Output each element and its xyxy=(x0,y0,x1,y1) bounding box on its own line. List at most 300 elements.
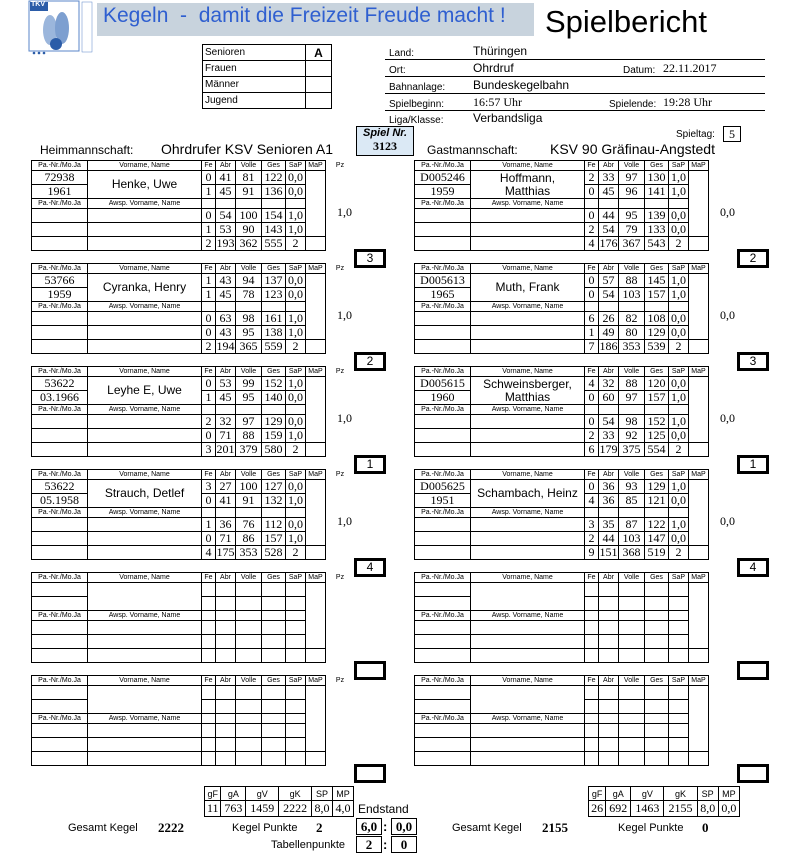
ges-cell: 554 xyxy=(645,443,669,457)
volle-cell xyxy=(236,700,262,714)
fe-col-header: Fe xyxy=(585,676,599,686)
category-label: Frauen xyxy=(203,61,306,77)
ges-cell: 154 xyxy=(262,209,286,223)
player-map: 0,0 xyxy=(720,205,735,219)
name-col-header: Vorname, Name xyxy=(471,367,585,377)
map-cell xyxy=(689,274,709,288)
home-total-value: 4,0 xyxy=(332,801,353,817)
pass-col-header: Pa.-Nr./Mo.Ja xyxy=(415,470,471,480)
empty-cell xyxy=(88,429,202,443)
ges-cell: 152 xyxy=(262,377,286,391)
home-team-name: Ohrdrufer KSV Senioren A1 xyxy=(161,141,333,157)
player-block xyxy=(414,366,738,457)
fe-cell: 1 xyxy=(202,185,216,199)
player-block xyxy=(414,469,738,560)
sap-cell: 0,0 xyxy=(286,274,306,288)
player-name: Cyranka, Henry xyxy=(88,274,202,302)
volle-cell xyxy=(619,635,645,649)
sap-cell xyxy=(669,635,689,649)
beginn-value: 16:57 Uhr xyxy=(473,95,522,109)
ges-cell: 145 xyxy=(645,274,669,288)
volle-cell: 87 xyxy=(619,518,645,532)
player-pass-nr: 72938 xyxy=(32,171,88,185)
empty-cell xyxy=(645,714,669,724)
sap-cell: 1,0 xyxy=(286,209,306,223)
name-col-header: Vorname, Name xyxy=(88,161,202,171)
ges-col-header: Ges xyxy=(262,367,286,377)
spacer xyxy=(709,752,738,766)
empty-cell xyxy=(236,508,262,518)
sap-cell: 0,0 xyxy=(669,223,689,237)
pass-col-header: Pa.-Nr./Mo.Ja xyxy=(415,676,471,686)
name-col-header: Vorname, Name xyxy=(88,573,202,583)
empty-cell xyxy=(236,611,262,621)
volle-cell xyxy=(236,635,262,649)
pz-col-header xyxy=(709,573,738,583)
abr-cell xyxy=(216,583,236,597)
ges-cell: 120 xyxy=(645,377,669,391)
abr-cell: 201 xyxy=(216,442,235,456)
fe-cell xyxy=(585,724,599,738)
ges-col-header: Ges xyxy=(645,676,669,686)
sap-cell: 1,0 xyxy=(286,223,306,237)
awsp-col-header: Awsp. Vorname, Name xyxy=(471,199,585,209)
pass-col-header: Pa.-Nr./Mo.Ja xyxy=(415,302,471,312)
map-cell xyxy=(306,686,326,700)
map-cell xyxy=(306,391,326,405)
spacer xyxy=(709,724,738,738)
map-cell xyxy=(689,494,709,508)
empty-cell xyxy=(645,611,669,621)
abr-cell: 33 xyxy=(599,429,619,443)
fe-cell xyxy=(202,686,216,700)
player-year xyxy=(415,597,471,611)
pass-col-header: Pa.-Nr./Mo.Ja xyxy=(32,367,88,377)
empty-cell xyxy=(471,415,585,429)
volle-cell: 90 xyxy=(236,223,262,237)
player-pass-nr: D005246 xyxy=(415,171,471,185)
ges-cell: 539 xyxy=(645,340,669,354)
map-cell xyxy=(689,738,709,752)
empty-cell xyxy=(88,752,202,766)
slogan-banner: Kegeln - damit die Freizeit Freude macht ! xyxy=(97,3,534,36)
player-block xyxy=(31,366,355,457)
empty-cell xyxy=(262,199,286,209)
abr-cell xyxy=(599,583,619,597)
tabellen-label: Tabellenpunkte xyxy=(271,839,346,851)
player-points-box: 2 xyxy=(354,352,386,371)
fe-cell xyxy=(585,686,599,700)
player-name: Muth, Frank xyxy=(471,274,585,302)
map-cell xyxy=(689,377,709,391)
spacer xyxy=(709,185,738,199)
home-total-value: 2222 xyxy=(279,801,312,817)
home-kegel-punkte: 2 xyxy=(316,820,323,835)
spacer xyxy=(326,429,355,443)
guest-total-value: 2155 xyxy=(664,801,697,817)
ges-col-header: Ges xyxy=(262,573,286,583)
empty-cell xyxy=(669,714,689,724)
empty-cell xyxy=(286,302,306,312)
spieltag-label: Spieltag: xyxy=(676,129,715,140)
empty-cell xyxy=(585,714,599,724)
empty-cell xyxy=(88,738,202,752)
volle-cell: 103 xyxy=(619,532,645,546)
volle-cell xyxy=(236,621,262,635)
category-label: Männer xyxy=(203,77,306,93)
fe-cell: 9 xyxy=(585,546,599,560)
empty-cell xyxy=(286,714,306,724)
fe-cell xyxy=(202,752,216,766)
map-cell xyxy=(689,405,709,415)
sap-cell: 0,0 xyxy=(286,415,306,429)
spacer xyxy=(709,377,738,391)
empty-cell xyxy=(471,649,585,663)
spacer xyxy=(326,700,355,714)
awsp-col-header: Awsp. Vorname, Name xyxy=(88,714,202,724)
empty-cell xyxy=(599,508,619,518)
spacer xyxy=(326,686,355,700)
match-info xyxy=(385,43,765,127)
map-cell xyxy=(306,700,326,714)
volle-cell: 76 xyxy=(236,518,262,532)
abr-cell: 36 xyxy=(599,494,619,508)
sap-cell: 0,0 xyxy=(669,326,689,340)
player-name xyxy=(471,583,585,611)
sap-cell: 1,0 xyxy=(669,391,689,405)
empty-cell xyxy=(471,621,585,635)
fe-cell: 3 xyxy=(202,480,216,494)
map-cell xyxy=(689,714,709,724)
player-block xyxy=(414,160,738,251)
bahn-label: Bahnanlage: xyxy=(389,82,446,93)
abr-cell: 176 xyxy=(599,236,618,250)
fe-cell xyxy=(585,738,599,752)
volle-cell: 95 xyxy=(236,391,262,405)
volle-col-header: Volle xyxy=(619,367,645,377)
category-mark: A xyxy=(306,45,332,61)
ges-cell xyxy=(262,738,286,752)
spacer xyxy=(326,611,355,621)
sap-cell xyxy=(286,583,306,597)
fe-cell xyxy=(202,700,216,714)
ges-cell xyxy=(262,635,286,649)
fe-cell xyxy=(202,635,216,649)
fe-cell: 0 xyxy=(585,415,599,429)
abr-cell: 175 xyxy=(216,545,235,559)
volle-cell: 353 xyxy=(619,340,645,354)
empty-cell xyxy=(88,635,202,649)
spacer xyxy=(326,391,355,405)
fe-col-header: Fe xyxy=(202,573,216,583)
fe-cell xyxy=(202,597,216,611)
empty-cell xyxy=(669,611,689,621)
sap-cell xyxy=(286,621,306,635)
fe-cell xyxy=(585,752,599,766)
spacer xyxy=(326,494,355,508)
pass-col-header: Pa.-Nr./Mo.Ja xyxy=(32,470,88,480)
pass-col-header: Pa.-Nr./Mo.Ja xyxy=(415,611,471,621)
spacer xyxy=(326,377,355,391)
empty-cell xyxy=(415,635,471,649)
volle-cell: 93 xyxy=(619,480,645,494)
empty-cell xyxy=(415,738,471,752)
map-cell xyxy=(306,494,326,508)
liga-value: Verbandsliga xyxy=(473,111,543,125)
abr-cell: 32 xyxy=(216,415,236,429)
empty-cell xyxy=(599,302,619,312)
player-points-box: 4 xyxy=(354,558,386,577)
fe-cell: 1 xyxy=(202,518,216,532)
player-pass-nr: D005625 xyxy=(415,480,471,494)
sap-cell: 1,0 xyxy=(286,532,306,546)
empty-cell xyxy=(471,738,585,752)
empty-cell xyxy=(262,714,286,724)
sap-cell: 0,0 xyxy=(286,518,306,532)
ort-value: Ohrdruf xyxy=(473,61,514,75)
sap-cell xyxy=(669,738,689,752)
ges-cell: 559 xyxy=(262,340,286,354)
name-col-header: Vorname, Name xyxy=(471,573,585,583)
volle-cell xyxy=(619,649,645,663)
abr-cell xyxy=(599,649,619,663)
player-pass-nr xyxy=(415,686,471,700)
ges-cell xyxy=(262,686,286,700)
ende-value: 19:28 Uhr xyxy=(663,95,712,109)
volle-col-header: Volle xyxy=(619,676,645,686)
empty-cell xyxy=(599,405,619,415)
empty-cell xyxy=(262,611,286,621)
abr-cell: 44 xyxy=(599,209,619,223)
empty-cell xyxy=(216,714,236,724)
sap-cell: 1,0 xyxy=(669,415,689,429)
fe-col-header: Fe xyxy=(585,161,599,171)
volle-col-header: Volle xyxy=(236,676,262,686)
player-year: 1961 xyxy=(32,185,88,199)
abr-col-header: Abr xyxy=(216,676,236,686)
map-cell xyxy=(306,480,326,494)
player-block xyxy=(31,263,355,354)
sap-cell xyxy=(286,724,306,738)
pass-col-header: Pa.-Nr./Mo.Ja xyxy=(415,508,471,518)
map-cell xyxy=(689,209,709,223)
fe-cell: 1 xyxy=(202,274,216,288)
empty-cell xyxy=(619,714,645,724)
spacer xyxy=(709,443,738,457)
ges-cell: 132 xyxy=(262,494,286,508)
volle-cell xyxy=(619,597,645,611)
abr-cell xyxy=(599,635,619,649)
spacer xyxy=(326,340,355,354)
sap-cell: 1,0 xyxy=(286,494,306,508)
empty-cell xyxy=(236,199,262,209)
empty-cell xyxy=(619,508,645,518)
spacer xyxy=(709,583,738,597)
abr-cell: 44 xyxy=(599,532,619,546)
abr-cell: 35 xyxy=(599,518,619,532)
spacer xyxy=(709,714,738,724)
empty-cell xyxy=(202,508,216,518)
map-cell xyxy=(689,597,709,611)
guest-team-name: KSV 90 Gräfinau-Angstedt xyxy=(550,141,715,157)
volle-col-header: Volle xyxy=(236,367,262,377)
map-cell xyxy=(689,546,709,560)
sap-cell: 0,0 xyxy=(286,171,306,185)
abr-cell: 43 xyxy=(216,274,236,288)
fe-col-header: Fe xyxy=(202,676,216,686)
empty-cell xyxy=(619,405,645,415)
empty-cell xyxy=(32,724,88,738)
map-cell xyxy=(306,171,326,185)
fe-cell: 2 xyxy=(202,237,216,251)
land-value: Thüringen xyxy=(473,44,528,58)
page-title: Spielbericht xyxy=(545,4,707,39)
map-cell xyxy=(306,583,326,597)
empty-cell xyxy=(202,405,216,415)
empty-cell xyxy=(286,405,306,415)
empty-cell xyxy=(669,199,689,209)
map-cell xyxy=(306,546,326,560)
player-year xyxy=(32,597,88,611)
ges-cell xyxy=(645,686,669,700)
empty-cell xyxy=(585,611,599,621)
spacer xyxy=(326,752,355,766)
abr-cell xyxy=(599,724,619,738)
total-header: gA xyxy=(221,787,246,801)
player-name: Leyhe E, Uwe xyxy=(88,377,202,405)
player-year: 1960 xyxy=(415,391,471,405)
fe-cell: 0 xyxy=(585,480,599,494)
datum-value: 22.11.2017 xyxy=(663,61,717,75)
empty-cell xyxy=(32,223,88,237)
ges-cell: 519 xyxy=(645,546,669,560)
fe-col-header: Fe xyxy=(585,367,599,377)
empty-cell xyxy=(669,302,689,312)
spacer xyxy=(709,326,738,340)
home-kp-label: Kegel Punkte xyxy=(232,822,298,834)
spacer xyxy=(326,532,355,546)
sap-col-header: SaP xyxy=(669,161,689,171)
name-col-header: Vorname, Name xyxy=(471,264,585,274)
abr-cell: 43 xyxy=(216,326,236,340)
sap-col-header: SaP xyxy=(286,573,306,583)
total-header: SP xyxy=(311,787,332,801)
map-col-header: MaP xyxy=(689,367,709,377)
fe-cell: 0 xyxy=(202,326,216,340)
empty-cell xyxy=(415,532,471,546)
map-col-header: MaP xyxy=(306,161,326,171)
pz-col-header: Pz xyxy=(335,368,345,375)
volle-cell xyxy=(619,621,645,635)
pass-col-header: Pa.-Nr./Mo.Ja xyxy=(32,611,88,621)
pz-col-header xyxy=(709,161,738,171)
abr-col-header: Abr xyxy=(599,161,619,171)
sap-cell xyxy=(286,738,306,752)
map-cell xyxy=(306,199,326,209)
empty-cell xyxy=(471,518,585,532)
player-name xyxy=(471,686,585,714)
ges-col-header: Ges xyxy=(645,367,669,377)
player-points-box: 1 xyxy=(354,455,386,474)
empty-cell xyxy=(236,405,262,415)
empty-cell xyxy=(585,405,599,415)
sap-col-header: SaP xyxy=(669,264,689,274)
tab-guest: 0 xyxy=(391,836,417,853)
player-map: 0,0 xyxy=(720,308,735,322)
spacer xyxy=(326,185,355,199)
empty-cell xyxy=(415,209,471,223)
sap-cell: 0,0 xyxy=(669,377,689,391)
name-col-header: Vorname, Name xyxy=(88,470,202,480)
empty-cell xyxy=(202,714,216,724)
fe-cell: 0 xyxy=(202,429,216,443)
category-mark xyxy=(306,77,332,93)
sap-cell: 2 xyxy=(669,546,689,560)
abr-col-header: Abr xyxy=(599,264,619,274)
fe-cell xyxy=(585,597,599,611)
sap-cell: 0,0 xyxy=(669,494,689,508)
map-cell xyxy=(306,724,326,738)
empty-cell xyxy=(619,302,645,312)
player-name: Schweinsberger, Matthias xyxy=(471,377,585,405)
player-map: 1,0 xyxy=(337,411,352,425)
player-name: Schambach, Heinz xyxy=(471,480,585,508)
home-total-value: 11 xyxy=(205,801,221,817)
ges-cell: 129 xyxy=(645,480,669,494)
volle-cell xyxy=(619,686,645,700)
map-cell xyxy=(689,518,709,532)
category-table xyxy=(202,44,332,109)
volle-col-header: Volle xyxy=(619,264,645,274)
guest-kegel-punkte: 0 xyxy=(702,820,709,835)
fe-cell xyxy=(202,724,216,738)
map-col-header: MaP xyxy=(689,161,709,171)
ges-col-header: Ges xyxy=(262,264,286,274)
spacer xyxy=(326,714,355,724)
map-cell xyxy=(689,288,709,302)
map-cell xyxy=(689,635,709,649)
sap-cell xyxy=(286,649,306,663)
map-cell xyxy=(689,302,709,312)
empty-cell xyxy=(202,199,216,209)
map-col-header: MaP xyxy=(306,470,326,480)
sap-cell xyxy=(286,752,306,766)
empty-cell xyxy=(619,199,645,209)
ges-cell xyxy=(645,738,669,752)
map-cell xyxy=(306,209,326,223)
sap-cell: 0,0 xyxy=(286,391,306,405)
fe-cell: 0 xyxy=(202,171,216,185)
abr-cell: 71 xyxy=(216,429,236,443)
fe-cell: 0 xyxy=(585,209,599,223)
abr-cell xyxy=(216,597,236,611)
spacer xyxy=(709,621,738,635)
abr-cell xyxy=(599,597,619,611)
volle-col-header: Volle xyxy=(619,161,645,171)
empty-cell xyxy=(471,752,585,766)
empty-cell xyxy=(216,199,236,209)
sap-cell: 1,0 xyxy=(286,312,306,326)
fe-cell: 0 xyxy=(202,209,216,223)
volle-cell: 375 xyxy=(619,443,645,457)
empty-cell xyxy=(236,714,262,724)
ges-cell xyxy=(262,649,286,663)
player-year xyxy=(415,700,471,714)
fe-cell: 0 xyxy=(585,391,599,405)
empty-cell xyxy=(471,532,585,546)
empty-cell xyxy=(599,199,619,209)
volle-cell xyxy=(619,724,645,738)
